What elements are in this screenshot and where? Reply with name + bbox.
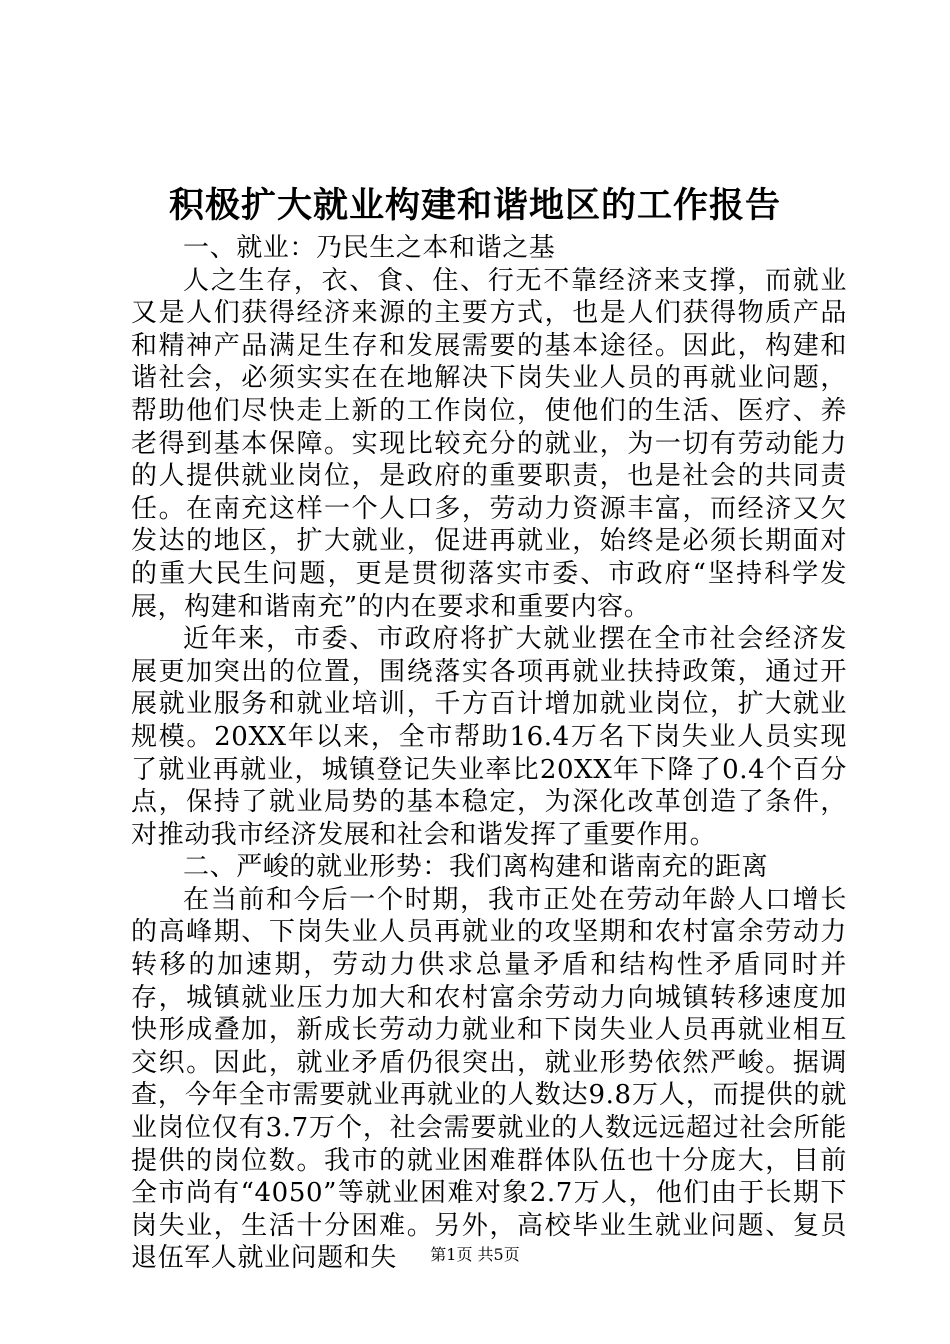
paragraph-1: 人之生存，衣、食、住、行无不靠经济来支撑，而就业又是人们获得经济来源的主要方式，也是人们获得物质产品和精神产品满足生存和发展需要的基本途径。因此，构建和谐社会，必须实实在在地解决下岗失业人员的再就业问题，帮助他们尽快走上新的工作岗位，使他们的生活、医疗、养老得到基本保障。实现比较充分的就业，为一切有劳动能力的人提供就业岗位，是政府的重要职责，也是社会的共同责任。在南充这样一个人口多，劳动力资源丰富，而经济又欠发达的地区，扩大就业，促进再就业，始终是必须长期面对的重大民生问题，更是贯彻落实市委、市政府“坚持科学发展，构建和谐南充”的内在要求和重要内容。 bbox=[131, 265, 847, 622]
section-heading-1: 一、就业：乃民生之本和谐之基 bbox=[183, 233, 556, 263]
document-body bbox=[131, 232, 847, 1275]
section-heading-2: 二、严峻的就业形势：我们离构建和谐南充的距离 bbox=[183, 852, 769, 883]
paragraph-2: 近年来，市委、市政府将扩大就业摆在全市社会经济发展更加突出的位置，围绕落实各项再就业扶持政策，通过开展就业服务和就业培训，千方百计增加就业岗位，扩大就业规模。20XX年以来，全市帮助16.4万名下岗失业人员实现了就业再就业，城镇登记失业率比20XX年下降了0.4个百分点，保持了就业局势的基本稳定，为深化改革创造了条件，对推动我市经济发展和社会和谐发挥了重要作用。 bbox=[131, 624, 847, 850]
document-title: 积极扩大就业构建和谐地区的工作报告 bbox=[168, 185, 781, 226]
page-number-footer: 第1页 共5页 bbox=[430, 1245, 520, 1264]
paragraph-3: 在当前和今后一个时期，我市正处在劳动年龄人口增长的高峰期、下岗失业人员再就业的攻坚期和农村富余劳动力转移的加速期，劳动力供求总量矛盾和结构性矛盾同时并存，城镇就业压力加大和农村富余劳动力向城镇转移速度加快形成叠加，新成长劳动力就业和下岗失业人员再就业相互交织。因此，就业矛盾仍很突出，就业形势依然严峻。据调查，今年全市需要就业再就业的人数达9.8万人，而提供的就业岗位仅有3.7万个，社会需要就业的人数远远超过社会所能提供的岗位数。我市的就业困难群体队伍也十分庞大，目前全市尚有“4050”等就业困难对象2.7万人，他们由于长期下岗失业，生活十分困难。另外，高校毕业生就业问题、复员退伍军人就业问题和失 bbox=[131, 884, 847, 1274]
